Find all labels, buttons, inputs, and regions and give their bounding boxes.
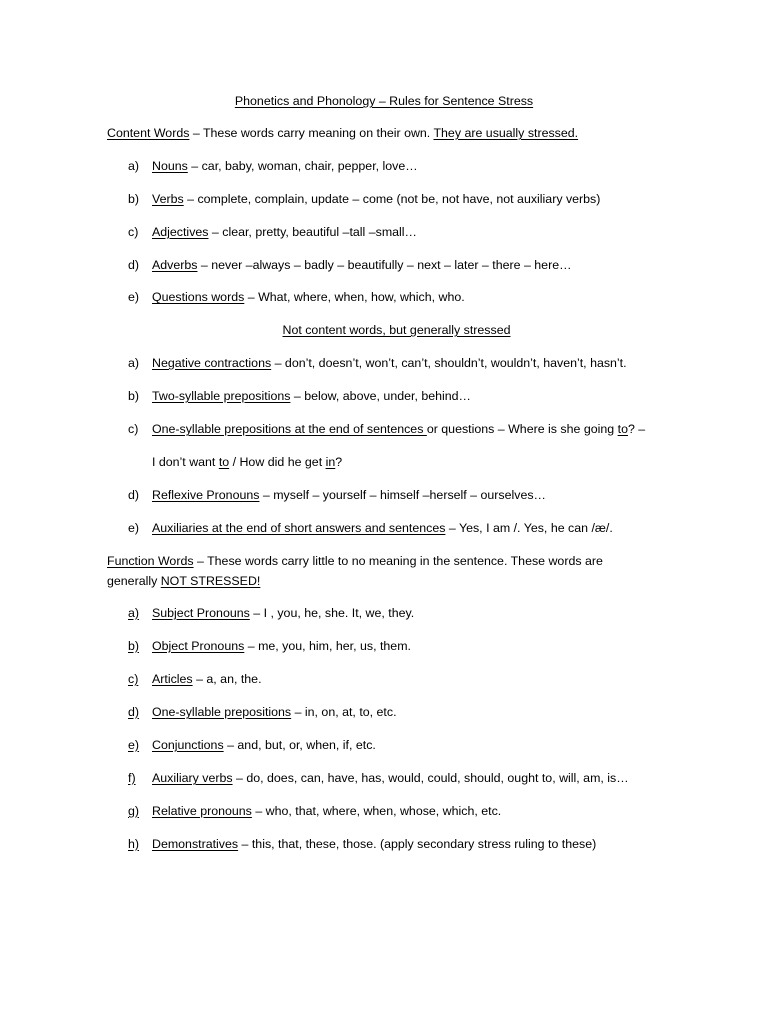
list-item-text: – never –always – badly – beautifully – next – later – there – here… (197, 258, 572, 272)
list-item-term: Auxiliary verbs (152, 771, 233, 785)
list-item-term: Reflexive Pronouns (152, 488, 260, 502)
list-item (128, 639, 411, 654)
list-item-term: Two-syllable prepositions (152, 389, 291, 403)
function-words-intro-text2: generally (107, 574, 161, 588)
list-item-text: – car, baby, woman, chair, pepper, love… (187, 159, 418, 173)
continuation-underlined-word: in (325, 455, 336, 469)
list-item-term: Demonstratives (152, 837, 239, 851)
content-words-intro-text: – These words carry meaning on their own. (189, 126, 434, 140)
list-item-text: – and, but, or, when, if, etc. (223, 738, 376, 752)
list-item (128, 225, 417, 240)
page-title-text: Phonetics and Phonology – Rules for Sentence Stress (234, 94, 534, 108)
list-item-term: Relative pronouns (152, 804, 252, 818)
list-item (128, 672, 262, 687)
list-item-label: e) (128, 290, 140, 304)
list-item (128, 159, 418, 174)
list-item-label: g) (128, 804, 140, 818)
list-item-term: Adverbs (152, 258, 198, 272)
list-item-label: e) (128, 521, 140, 535)
content-words-intro (107, 126, 578, 141)
function-words-note: NOT STRESSED! (160, 574, 261, 588)
list-item-label: b) (128, 639, 140, 653)
list-item-label: b) (128, 192, 140, 206)
list-item-term: Nouns (152, 159, 188, 173)
list-item-label: f) (128, 771, 136, 785)
list-item-text: – a, an, the. (192, 672, 262, 686)
list-item (128, 488, 546, 503)
list-item-text: – don’t, doesn’t, won’t, can’t, shouldn’t, wouldn’t, haven’t, hasn’t. (271, 356, 627, 370)
list-item-label: e) (128, 738, 140, 752)
list-item (128, 804, 501, 819)
list-item-label: d) (128, 705, 140, 719)
not-content-heading (0, 323, 768, 338)
list-item-label: b) (128, 389, 140, 403)
list-item-text: or questions – Where is she going (426, 422, 618, 436)
list-item-label: d) (128, 258, 140, 272)
list-item-underlined-word: to (617, 422, 628, 436)
list-item-text: – do, does, can, have, has, would, could, should, ought to, will, am, is… (232, 771, 629, 785)
list-item-label: d) (128, 488, 140, 502)
list-item (128, 705, 397, 720)
list-item-text: – Yes, I am /. Yes, he can /æ/. (445, 521, 613, 535)
content-words-heading: Content Words (107, 126, 190, 140)
list-item (128, 258, 571, 273)
continuation-underlined-word: to (218, 455, 230, 469)
list-item (128, 356, 627, 371)
list-item-continuation (152, 455, 342, 470)
list-item (128, 192, 600, 207)
continuation-text: ? (335, 455, 343, 469)
list-item-text: – What, where, when, how, which, who. (244, 290, 465, 304)
list-item-label: c) (128, 672, 139, 686)
list-item (128, 422, 645, 437)
list-item (128, 389, 471, 404)
list-item-label: a) (128, 356, 140, 370)
continuation-text: I don’t want (152, 455, 219, 469)
list-item-term: One-syllable prepositions (152, 705, 292, 719)
list-item-term: Questions words (152, 290, 245, 304)
list-item-term: One-syllable prepositions at the end of sentences (152, 422, 427, 436)
list-item (128, 738, 376, 753)
list-item (128, 771, 629, 786)
list-item-label: c) (128, 422, 139, 436)
page-title (0, 94, 768, 109)
list-item-term: Articles (152, 672, 193, 686)
list-item-text: – myself – yourself – himself –herself – ourselves… (259, 488, 546, 502)
list-item-term: Auxiliaries at the end of short answers and sentences (152, 521, 446, 535)
list-item (128, 290, 465, 305)
list-item-label: a) (128, 606, 140, 620)
list-item-text: – this, that, these, those. (apply secondary stress ruling to these) (238, 837, 597, 851)
list-item-text-end: ? – (627, 422, 646, 436)
not-content-heading-text: Not content words, but generally stressed (282, 323, 511, 337)
function-words-heading: Function Words (107, 554, 194, 568)
list-item-term: Subject Pronouns (152, 606, 250, 620)
continuation-text: / How did he get (229, 455, 326, 469)
list-item-term: Conjunctions (152, 738, 224, 752)
function-words-intro-line2 (107, 574, 260, 589)
list-item-term: Verbs (152, 192, 184, 206)
list-item-label: h) (128, 837, 140, 851)
list-item-label: c) (128, 225, 139, 239)
list-item-term: Negative contractions (152, 356, 272, 370)
list-item (128, 837, 596, 852)
list-item-text: – complete, complain, update – come (not be, not have, not auxiliary verbs) (183, 192, 601, 206)
list-item (128, 521, 613, 536)
list-item-text: – below, above, under, behind… (290, 389, 471, 403)
function-words-intro-text: – These words carry little to no meaning in the sentence. These words are (193, 554, 603, 568)
list-item-term: Adjectives (152, 225, 209, 239)
list-item-text: – who, that, where, when, whose, which, etc. (251, 804, 502, 818)
list-item-text: – I , you, he, she. It, we, they. (249, 606, 415, 620)
content-words-note: They are usually stressed. (433, 126, 579, 140)
list-item-term: Object Pronouns (152, 639, 245, 653)
list-item-text: – in, on, at, to, etc. (291, 705, 397, 719)
function-words-intro (107, 554, 603, 569)
list-item-label: a) (128, 159, 140, 173)
list-item-text: – clear, pretty, beautiful –tall –small… (208, 225, 417, 239)
list-item-text: – me, you, him, her, us, them. (244, 639, 411, 653)
list-item (128, 606, 414, 621)
